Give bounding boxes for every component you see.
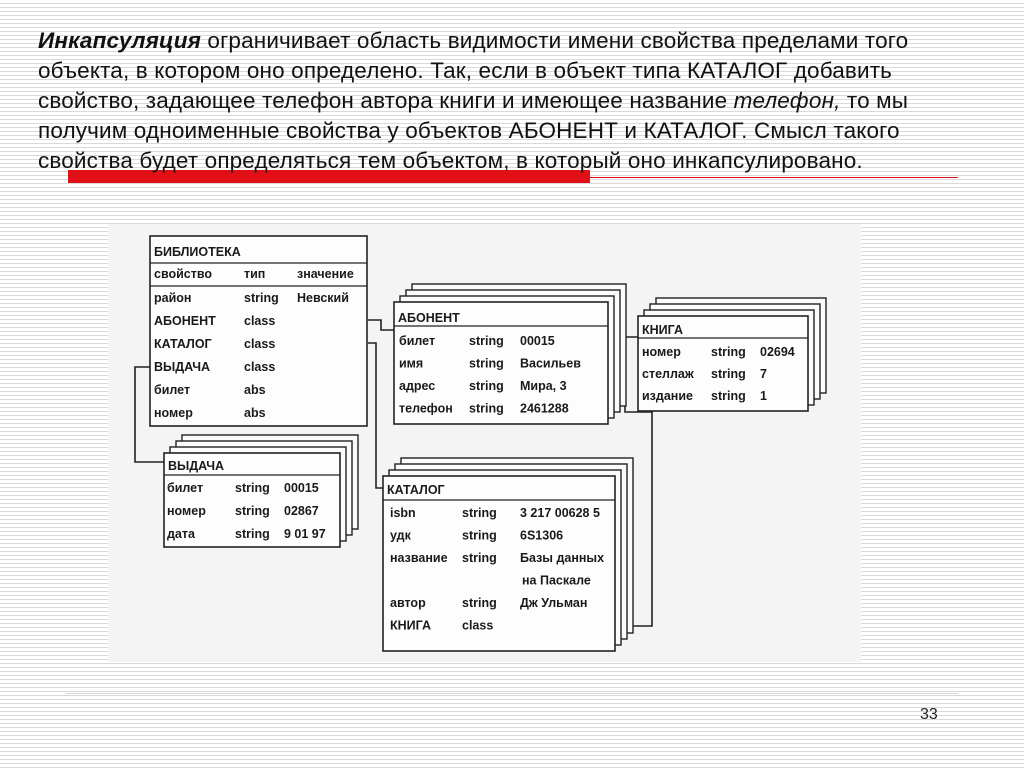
- property-name: дата: [167, 527, 195, 541]
- property-value: 00015: [284, 481, 319, 495]
- property-value: Дж Ульман: [520, 596, 588, 610]
- table-abonent: [394, 284, 626, 424]
- property-name: телефон: [399, 401, 453, 416]
- property-name: номер: [154, 406, 193, 420]
- property-type: string: [469, 401, 504, 416]
- property-name: издание: [642, 389, 693, 403]
- property-value: 9 01 97: [284, 527, 326, 541]
- property-name: номер: [642, 345, 681, 359]
- property-type: abs: [244, 383, 266, 397]
- property-value: 02694: [760, 345, 795, 359]
- table-kniga: [638, 298, 826, 411]
- property-value: 6S1306: [520, 528, 564, 543]
- property-name: номер: [167, 504, 206, 518]
- property-type: string: [462, 596, 497, 610]
- property-type: string: [235, 527, 270, 541]
- property-value: Невский: [297, 291, 349, 305]
- property-type: class: [244, 360, 276, 374]
- property-name: стеллаж: [642, 367, 694, 381]
- property-name: билет: [167, 481, 204, 495]
- property-name: билет: [399, 334, 436, 348]
- table-vydacha: [164, 435, 358, 547]
- property-value: 02867: [284, 504, 319, 518]
- paragraph-part-3: . Смысл такого свойства будет определяться тем объектом, в который оно инкапсулировано.: [38, 118, 900, 173]
- property-name: название: [390, 551, 448, 565]
- property-type: string: [469, 379, 504, 393]
- paragraph-part-2: то мы получим одноименные: [38, 88, 909, 143]
- table-biblioteka: [150, 236, 367, 426]
- property-value: 2461288: [520, 401, 569, 416]
- table-title: БИБЛИОТЕКА: [154, 245, 241, 259]
- table-katalog: [383, 458, 633, 651]
- property-type: string: [462, 551, 497, 565]
- term-encapsulation: Инкапсуляция: [38, 28, 202, 53]
- property-name: район: [154, 291, 192, 305]
- property-value: Васильев: [520, 356, 581, 371]
- property-value: на Паскале: [522, 573, 591, 588]
- property-value: 1: [760, 389, 767, 403]
- property-type: class: [244, 337, 276, 351]
- paragraph-part-1: ограничивает область видимости имени свойства пределами того объекта, в котором оно определено. Так, если в объект типа КАТАЛОГ добавить свойство, задающее телефон автора книги и имеющее название: [38, 28, 909, 113]
- property-name: имя: [399, 356, 424, 371]
- property-name: автор: [390, 596, 426, 610]
- property-name: удк: [390, 528, 411, 543]
- property-name: АБОНЕНТ: [154, 314, 216, 328]
- property-type: class: [462, 618, 494, 633]
- property-type: string: [711, 345, 746, 359]
- property-type: class: [244, 314, 276, 328]
- column-header: тип: [244, 267, 266, 281]
- table-title: КНИГА: [642, 323, 683, 337]
- property-value: 3 217 00628 5: [520, 506, 600, 520]
- property-type: string: [235, 481, 270, 495]
- highlighted-phrase: свойства у объектов АБОНЕНТ и КАТАЛОГ: [286, 118, 742, 143]
- property-name: билет: [154, 383, 191, 397]
- property-value: Базы данных: [520, 551, 605, 565]
- property-type: string: [469, 356, 504, 371]
- table-title: КАТАЛОГ: [387, 483, 445, 497]
- page-number: 33: [920, 706, 938, 723]
- table-frame: [150, 236, 367, 426]
- property-name: адрес: [399, 379, 436, 393]
- property-value: 7: [760, 367, 767, 381]
- connector-katalog: [368, 343, 383, 488]
- column-header: свойство: [154, 267, 213, 281]
- property-type: string: [462, 528, 497, 543]
- property-name: КАТАЛОГ: [154, 337, 212, 351]
- table-title: ВЫДАЧА: [168, 459, 225, 473]
- property-type: string: [235, 504, 270, 518]
- table-title: АБОНЕНТ: [398, 311, 460, 325]
- italic-word-phone: телефон,: [733, 88, 841, 113]
- property-name: isbn: [390, 506, 416, 520]
- property-type: string: [711, 367, 746, 381]
- connector-abonent: [368, 320, 394, 330]
- property-type: string: [462, 506, 497, 520]
- property-type: string: [244, 291, 279, 305]
- column-header: значение: [297, 267, 354, 281]
- property-name: ВЫДАЧА: [154, 360, 211, 374]
- property-value: Мира, 3: [520, 379, 567, 393]
- property-name: КНИГА: [390, 618, 431, 633]
- property-type: string: [711, 389, 746, 403]
- property-value: 00015: [520, 334, 555, 348]
- footer-divider: [66, 693, 958, 694]
- property-type: abs: [244, 406, 266, 420]
- property-type: string: [469, 334, 504, 348]
